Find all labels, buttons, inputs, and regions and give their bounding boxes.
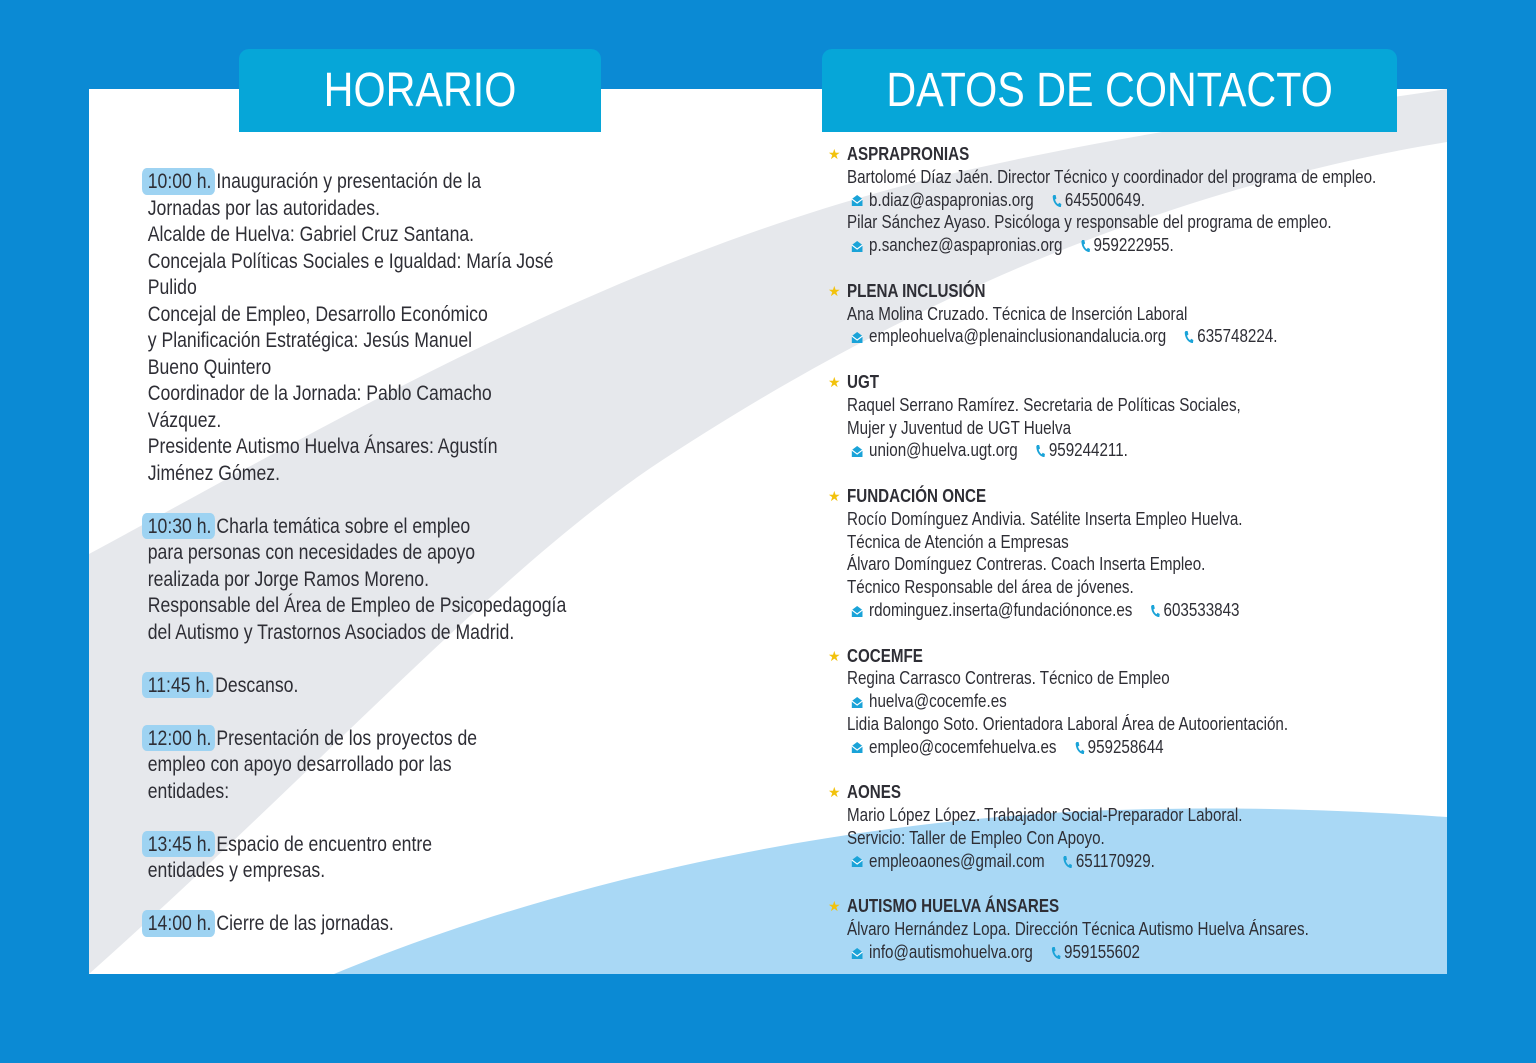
contact-person-text: Álvaro Domínguez Contreras. Coach Inserta Empleo. xyxy=(847,553,1206,575)
phone-icon xyxy=(1052,194,1062,208)
contact-org xyxy=(828,645,1438,759)
star-icon: ★ xyxy=(828,146,841,162)
phone-icon xyxy=(1075,741,1085,755)
org-name xyxy=(828,895,1438,918)
contact-person-text: Servicio: Taller de Empleo Con Apoyo. xyxy=(847,826,1105,848)
contact-person-line xyxy=(828,531,1438,554)
contact-person-line xyxy=(828,166,1438,189)
contact-org xyxy=(828,371,1438,462)
contact-email[interactable]: empleohuelva@plenainclusionandalucia.org xyxy=(869,325,1167,347)
contact-person-line xyxy=(828,508,1438,531)
schedule-text: Vázquez. xyxy=(147,407,222,432)
org-name-text: ASPRAPRONIAS xyxy=(847,143,970,164)
star-icon: ★ xyxy=(828,487,841,504)
schedule-line xyxy=(142,460,527,487)
schedule-text: Charla temática sobre el empleo xyxy=(216,513,471,538)
schedule-line xyxy=(142,433,527,460)
contact-person-text: Mario López López. Trabajador Social-Preparador Laboral. xyxy=(847,804,1243,826)
contact-info xyxy=(851,690,1007,713)
envelope-icon xyxy=(851,331,863,344)
contact-phone[interactable]: 959222955. xyxy=(1093,234,1174,256)
schedule-text: Jornadas por las autoridades. xyxy=(147,195,381,220)
schedule-line xyxy=(142,274,527,301)
contact-person-line xyxy=(828,211,1438,234)
contact-person-text: Lidia Balongo Soto. Orientadora Laboral Área de Autoorientación. xyxy=(847,712,1289,734)
contact-email[interactable]: rdominguez.inserta@fundaciónonce.es xyxy=(869,598,1133,620)
schedule-line xyxy=(142,566,527,593)
schedule-line xyxy=(142,195,527,222)
schedule-text: Bueno Quintero xyxy=(147,354,272,379)
horario-title: HORARIO xyxy=(323,64,517,117)
envelope-icon xyxy=(851,605,863,618)
contact-info xyxy=(851,941,1140,964)
schedule-text: del Autismo y Trastornos Asociados de Madrid. xyxy=(147,619,515,644)
schedule-text: Inauguración y presentación de la xyxy=(216,169,482,193)
schedule-line xyxy=(142,407,527,434)
star-icon: ★ xyxy=(828,282,841,299)
contact-info xyxy=(851,189,1145,212)
star-icon: ★ xyxy=(828,373,841,390)
contact-person-line xyxy=(828,394,1438,417)
schedule-time: 13:45 h. xyxy=(142,831,215,858)
contact-phone[interactable]: 959155602 xyxy=(1064,940,1140,962)
contact-email[interactable]: empleoaones@gmail.com xyxy=(869,849,1045,871)
schedule-time: 10:30 h. xyxy=(142,513,215,540)
schedule-entry xyxy=(142,168,612,486)
contact-info-line xyxy=(828,234,1438,257)
schedule-line xyxy=(142,619,527,646)
schedule-line xyxy=(142,910,527,937)
contact-person-line xyxy=(828,804,1438,827)
org-name-text: AUTISMO HUELVA ÁNSARES xyxy=(847,895,1060,917)
contact-phone[interactable]: 603533843 xyxy=(1163,598,1240,620)
contact-person-text: Bartolomé Díaz Jaén. Director Técnico y coordinador del programa de empleo. xyxy=(847,165,1377,187)
contact-info xyxy=(851,850,1155,873)
contact-person-line xyxy=(828,553,1438,576)
contacto-title: DATOS DE CONTACTO xyxy=(886,64,1333,117)
contact-person-text: Pilar Sánchez Ayaso. Psicóloga y responsable del programa de empleo. xyxy=(847,211,1332,233)
schedule-entry xyxy=(142,513,612,646)
contact-person-line xyxy=(828,417,1438,440)
org-name xyxy=(828,371,1438,394)
org-name-text: COCEMFE xyxy=(847,644,923,666)
schedule-list xyxy=(142,168,612,963)
schedule-text: Presentación de los proyectos de xyxy=(216,725,478,750)
contact-info xyxy=(851,736,1164,759)
horario-tab xyxy=(239,49,601,132)
schedule-text: Espacio de encuentro entre xyxy=(216,831,433,856)
schedule-line xyxy=(142,831,527,858)
schedule-text: Responsable del Área de Empleo de Psicopedagogía xyxy=(147,593,567,617)
contact-info xyxy=(851,599,1239,622)
envelope-icon xyxy=(851,194,863,207)
envelope-icon xyxy=(851,696,863,709)
contact-person-text: Raquel Serrano Ramírez. Secretaria de Políticas Sociales, xyxy=(847,393,1241,415)
org-name xyxy=(828,143,1438,166)
schedule-text: Pulido xyxy=(147,275,197,299)
contact-org xyxy=(828,895,1438,963)
schedule-line xyxy=(142,380,527,407)
schedule-text: Presidente Autismo Huelva Ánsares: Agustín xyxy=(147,434,498,458)
contact-info-line xyxy=(828,325,1438,348)
contact-info-line xyxy=(828,690,1438,713)
contact-person-text: Álvaro Hernández Lopa. Dirección Técnica Autismo Huelva Ánsares. xyxy=(847,918,1309,940)
schedule-time: 11:45 h. xyxy=(142,672,213,699)
schedule-time: 14:00 h. xyxy=(142,910,215,937)
contact-person-line xyxy=(828,918,1438,941)
schedule-line xyxy=(142,327,527,354)
contact-info xyxy=(851,325,1277,348)
schedule-entry xyxy=(142,831,612,884)
phone-icon xyxy=(1036,444,1046,458)
schedule-line xyxy=(142,592,567,619)
contacts-list xyxy=(828,143,1438,986)
org-name-text: AONES xyxy=(847,781,901,803)
schedule-line xyxy=(142,857,527,884)
contact-phone[interactable]: 645500649. xyxy=(1064,188,1146,210)
org-name xyxy=(828,781,1438,804)
star-icon: ★ xyxy=(828,647,841,664)
phone-icon xyxy=(1150,604,1160,618)
schedule-text: entidades: xyxy=(147,778,230,803)
contact-email[interactable]: b.diaz@aspapronias.org xyxy=(869,188,1034,210)
contact-phone[interactable]: 651170929. xyxy=(1075,849,1155,871)
phone-icon xyxy=(1051,946,1061,960)
schedule-entry xyxy=(142,910,612,937)
schedule-line xyxy=(142,221,527,248)
schedule-text: Jiménez Gómez. xyxy=(147,460,281,485)
schedule-text: Concejal de Empleo, Desarrollo Económico xyxy=(147,301,488,326)
envelope-icon xyxy=(851,445,863,458)
star-icon: ★ xyxy=(828,784,841,801)
phone-icon xyxy=(1080,239,1090,253)
contact-person-text: Ana Molina Cruzado. Técnica de Inserción Laboral xyxy=(847,302,1188,324)
envelope-icon xyxy=(851,855,863,868)
envelope-icon xyxy=(851,240,863,253)
contact-info-line xyxy=(828,439,1438,462)
org-name xyxy=(828,485,1438,508)
contact-email[interactable]: empleo@cocemfehuelva.es xyxy=(869,735,1057,757)
contacto-tab xyxy=(822,49,1397,132)
schedule-time: 12:00 h. xyxy=(142,725,215,752)
schedule-text: Cierre de las jornadas. xyxy=(216,911,394,935)
contact-info xyxy=(851,439,1128,462)
phone-icon xyxy=(1184,330,1194,344)
contact-person-text: Técnica de Atención a Empresas xyxy=(847,530,1069,552)
contact-phone[interactable]: 959244211. xyxy=(1048,439,1128,461)
schedule-text: para personas con necesidades de apoyo xyxy=(147,540,476,564)
schedule-text: Alcalde de Huelva: Gabriel Cruz Santana. xyxy=(147,222,475,246)
contact-org xyxy=(828,280,1438,348)
contact-person-line xyxy=(828,667,1438,690)
schedule-line xyxy=(142,513,527,540)
org-name-text: UGT xyxy=(847,370,880,392)
contact-info-line xyxy=(828,189,1438,212)
envelope-icon xyxy=(851,947,863,960)
org-name xyxy=(828,645,1438,668)
contact-email[interactable]: p.sanchez@aspapronias.org xyxy=(869,234,1063,256)
schedule-text: Descanso. xyxy=(215,672,299,697)
contact-info xyxy=(851,234,1174,257)
contact-email[interactable]: info@autismohuelva.org xyxy=(869,940,1033,962)
contact-person-line xyxy=(828,303,1438,326)
schedule-text: realizada por Jorge Ramos Moreno. xyxy=(147,566,429,591)
schedule-line xyxy=(142,168,527,195)
schedule-text: y Planificación Estratégica: Jesús Manuel xyxy=(147,328,473,352)
contact-phone[interactable]: 635748224. xyxy=(1197,325,1278,347)
schedule-text: empleo con apoyo desarrollado por las xyxy=(147,752,452,776)
contact-info-line xyxy=(828,941,1438,964)
schedule-line xyxy=(142,301,527,328)
schedule-entry xyxy=(142,672,612,699)
schedule-line xyxy=(142,539,527,566)
contact-email[interactable]: union@huelva.ugt.org xyxy=(869,439,1018,461)
schedule-text: entidades y empresas. xyxy=(147,858,326,882)
contact-person-text: Técnico Responsable del área de jóvenes. xyxy=(847,576,1134,598)
schedule-text: Coordinador de la Jornada: Pablo Camacho xyxy=(147,381,492,405)
schedule-line xyxy=(142,672,527,699)
schedule-line xyxy=(142,778,527,805)
schedule-line xyxy=(142,248,554,275)
phone-icon xyxy=(1063,855,1073,869)
contact-person-line xyxy=(828,827,1438,850)
schedule-text: Concejala Políticas Sociales e Igualdad: María José xyxy=(147,248,554,273)
contact-org xyxy=(828,143,1438,257)
contact-person-line xyxy=(828,576,1438,599)
contact-person-text: Rocío Domínguez Andivia. Satélite Inserta Empleo Huelva. xyxy=(847,507,1243,529)
org-name-text: FUNDACIÓN ONCE xyxy=(847,484,987,506)
contact-person-text: Regina Carrasco Contreras. Técnico de Empleo xyxy=(847,667,1170,689)
schedule-line xyxy=(142,354,527,381)
contact-person-text: Mujer y Juventud de UGT Huelva xyxy=(847,416,1072,438)
contact-org xyxy=(828,485,1438,622)
org-name xyxy=(828,280,1438,303)
schedule-line xyxy=(142,725,527,752)
envelope-icon xyxy=(851,741,863,754)
schedule-time: 10:00 h. xyxy=(142,168,215,195)
contact-info-line xyxy=(828,850,1438,873)
contact-org xyxy=(828,781,1438,872)
schedule-line xyxy=(142,751,527,778)
schedule-entry xyxy=(142,725,612,805)
org-name-text: PLENA INCLUSIÓN xyxy=(847,279,986,301)
contact-email[interactable]: huelva@cocemfe.es xyxy=(869,690,1007,712)
contact-info-line xyxy=(828,599,1438,622)
contact-phone[interactable]: 959258644 xyxy=(1087,735,1164,757)
star-icon: ★ xyxy=(828,898,841,915)
contact-person-line xyxy=(828,713,1438,736)
contact-info-line xyxy=(828,736,1438,759)
